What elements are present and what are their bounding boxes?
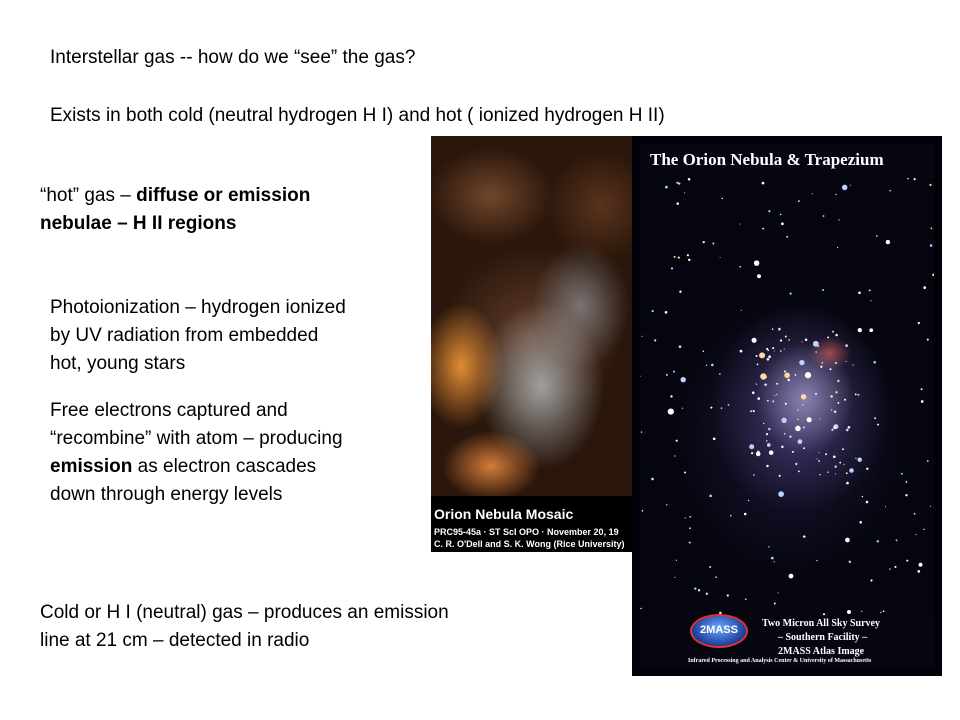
star-dot (906, 560, 908, 562)
free-electrons-rest: as electron cascades (132, 456, 317, 477)
star-dot (694, 587, 696, 589)
star-dot (883, 610, 885, 612)
star-dot (931, 228, 933, 230)
star-dot (801, 394, 806, 399)
star-dot (855, 393, 857, 395)
star-dot (845, 538, 850, 543)
star-dot (833, 455, 836, 458)
star-dot (870, 300, 871, 301)
cold-gas-line: Cold or H I (neutral) gas – produces an emission (40, 602, 449, 623)
star-dot (666, 374, 668, 376)
star-dot (817, 458, 818, 459)
star-dot (916, 534, 917, 535)
free-electrons-line: down through energy levels (50, 484, 283, 505)
star-dot (713, 437, 716, 440)
poster-caption-line: 2MASS Atlas Image (778, 646, 865, 657)
star-dot (710, 407, 712, 409)
star-dot (764, 384, 766, 386)
star-dot (813, 341, 819, 347)
star-dot (778, 491, 784, 497)
star-dot (753, 410, 755, 412)
star-dot (885, 506, 886, 507)
photoionization-line: hot, young stars (50, 353, 186, 374)
star-dot (889, 190, 891, 192)
star-dot (766, 440, 767, 441)
star-dot (831, 429, 833, 431)
star-dot (857, 394, 859, 396)
star-dot (788, 340, 789, 341)
star-dot (795, 426, 800, 431)
mosaic-caption (431, 496, 637, 552)
star-dot (803, 447, 805, 449)
star-dot (781, 222, 784, 225)
star-dot (820, 366, 822, 368)
star-dot (766, 465, 768, 467)
star-dot (719, 373, 721, 375)
star-dot (762, 228, 764, 230)
star-dot (768, 355, 771, 358)
photoionization-text (50, 294, 346, 378)
poster-caption-line: – Southern Facility – (778, 632, 868, 643)
star-dot (901, 473, 903, 475)
star-dot (640, 608, 641, 609)
star-dot (832, 331, 834, 333)
cold-gas-line: line at 21 cm – detected in radio (40, 630, 310, 651)
star-dot (676, 560, 677, 561)
star-dot (822, 362, 824, 364)
hot-gas-text (40, 182, 310, 238)
exists-line: Exists in both cold (neutral hydrogen H I) and hot ( ionized hydrogen H II) (50, 105, 665, 126)
star-dot (827, 471, 829, 473)
star-dot (739, 224, 740, 225)
star-dot (642, 510, 644, 512)
star-dot (781, 418, 786, 423)
star-dot (756, 383, 757, 384)
star-dot (830, 395, 833, 398)
star-dot (849, 468, 853, 472)
star-dot (776, 394, 777, 395)
star-dot (674, 577, 675, 578)
star-dot (776, 383, 778, 385)
star-dot (802, 404, 804, 406)
star-dot (873, 361, 876, 364)
star-dot (906, 481, 908, 483)
star-dot (914, 178, 916, 180)
star-dot (752, 338, 757, 343)
star-dot (768, 210, 770, 212)
star-dot (642, 336, 643, 337)
star-dot (744, 513, 747, 516)
star-dot (781, 446, 783, 448)
star-dot (681, 377, 686, 382)
star-dot (688, 178, 691, 181)
star-dot (842, 448, 844, 450)
star-dot (745, 598, 747, 600)
star-dot (807, 417, 812, 422)
star-dot (767, 358, 770, 361)
star-dot (930, 506, 931, 507)
star-dot (759, 352, 765, 358)
star-dot (757, 274, 761, 278)
star-dot (815, 351, 817, 353)
star-dot (859, 521, 862, 524)
star-dot (771, 557, 774, 560)
star-dot (921, 400, 924, 403)
star-dot (842, 185, 847, 190)
star-dot (785, 403, 787, 405)
star-dot (792, 451, 794, 453)
star-dot (727, 594, 729, 596)
star-dot (709, 566, 711, 568)
star-dot (698, 589, 700, 591)
star-dot (797, 409, 798, 410)
star-dot (805, 339, 808, 342)
star-dot (799, 360, 804, 365)
star-dot (784, 433, 785, 434)
star-dot (703, 350, 704, 351)
star-dot (837, 247, 838, 248)
star-dot (790, 293, 792, 295)
star-dot (874, 417, 876, 419)
star-dot (858, 328, 862, 332)
star-dot (760, 373, 766, 379)
star-dot (786, 236, 788, 238)
star-dot (684, 192, 685, 193)
star-dot (889, 568, 890, 569)
star-dot (834, 411, 836, 413)
star-dot (866, 501, 869, 504)
star-dot (706, 365, 707, 366)
star-dot (678, 257, 680, 259)
star-dot (812, 193, 813, 194)
star-dot (687, 254, 689, 256)
star-dot (778, 328, 781, 331)
title-line: Interstellar gas -- how do we “see” the gas? (50, 47, 416, 68)
star-dot (818, 460, 820, 462)
star-dot (711, 364, 714, 367)
star-dot (684, 472, 686, 474)
star-dot (835, 362, 837, 364)
star-dot (679, 291, 681, 293)
star-dot (923, 529, 925, 531)
star-dot (822, 289, 824, 291)
star-dot (706, 593, 708, 595)
star-dot (674, 256, 676, 258)
star-dot (673, 371, 675, 373)
star-dot (819, 452, 820, 453)
star-dot (787, 379, 789, 381)
star-dot (894, 566, 896, 568)
star-dot (773, 561, 774, 562)
star-dot (846, 472, 848, 474)
star-dot (857, 457, 862, 462)
star-dot (665, 186, 668, 189)
star-dot (740, 350, 743, 353)
star-dot (837, 380, 839, 382)
star-dot (768, 428, 770, 430)
star-dot (921, 388, 923, 390)
orion-trapezium-poster-image (632, 136, 942, 676)
logo-text: 2MASS (700, 624, 738, 636)
star-dot (823, 613, 825, 615)
star-dot (728, 404, 730, 406)
star-dot (794, 374, 796, 376)
star-dot (855, 458, 856, 459)
star-dot (678, 183, 680, 185)
poster-caption-line: Two Micron All Sky Survey (762, 618, 880, 629)
star-dot (850, 185, 851, 186)
star-dot (774, 395, 775, 396)
free-electrons-line: “recombine” with atom – producing (50, 428, 343, 449)
2mass-logo (690, 614, 748, 648)
star-dot (861, 611, 862, 612)
star-dot (845, 361, 846, 362)
hot-gas-bold-1: diffuse or emission (136, 185, 311, 206)
star-dot (820, 418, 821, 419)
star-dot (835, 194, 836, 195)
star-dot (896, 539, 898, 541)
star-dot (762, 182, 765, 185)
star-dot (847, 610, 851, 614)
star-dot (682, 408, 683, 409)
star-dot (676, 440, 678, 442)
star-dot (674, 455, 675, 456)
star-dot (930, 244, 933, 247)
poster-caption-line: Infrared Processing and Analysis Center & University of Massachusetts (688, 658, 872, 664)
star-dot (712, 243, 714, 245)
star-dot (766, 433, 768, 435)
star-dot (914, 513, 916, 515)
star-dot (666, 504, 667, 505)
cold-gas-text (40, 599, 449, 655)
star-dot (805, 372, 811, 378)
emission-bold: emission (50, 456, 133, 477)
star-dot (720, 257, 721, 258)
star-dot (754, 260, 760, 266)
star-dot (834, 465, 836, 467)
star-dot (844, 399, 846, 401)
star-dot (846, 429, 849, 432)
star-dot (846, 482, 849, 485)
star-dot (665, 311, 668, 314)
star-dot (858, 291, 861, 294)
free-electrons-line: Free electrons captured and (50, 400, 288, 421)
star-dot (802, 341, 803, 342)
star-dot (640, 376, 641, 377)
star-dot (785, 336, 787, 338)
star-dot (779, 475, 781, 477)
star-dot (670, 395, 672, 397)
star-dot (676, 202, 679, 205)
star-dot (927, 460, 929, 462)
star-dot (831, 409, 832, 410)
star-dot (919, 563, 923, 567)
star-dot (679, 345, 682, 348)
star-dot (715, 576, 717, 578)
star-dot (702, 241, 704, 243)
star-dot (848, 426, 851, 429)
star-dot (852, 364, 853, 365)
star-dot (827, 336, 829, 338)
mosaic-credit-line: C. R. O'Dell and S. K. Wong (Rice University) (434, 539, 625, 549)
star-dot (835, 391, 837, 393)
star-dot (795, 463, 797, 465)
star-dot (850, 562, 851, 563)
star-dot (917, 570, 920, 573)
star-dot (798, 471, 800, 473)
star-dot (789, 574, 794, 579)
photoionization-line: by UV radiation from embedded (50, 325, 319, 346)
star-dot (654, 339, 656, 341)
star-dot (778, 592, 779, 593)
hot-gas-bold-2: nebulae – H II regions (40, 213, 237, 234)
star-dot (757, 364, 759, 366)
star-dot (741, 310, 742, 311)
star-dot (767, 400, 769, 402)
star-dot (753, 474, 755, 476)
star-dot (689, 541, 691, 543)
star-dot (739, 266, 741, 268)
star-dot (774, 603, 776, 605)
star-dot (923, 286, 926, 289)
star-dot (829, 368, 831, 370)
nebula-photo (431, 136, 637, 496)
star-dot (798, 200, 800, 202)
star-dot (768, 546, 769, 547)
star-dot (845, 344, 848, 347)
star-dot (918, 322, 920, 324)
star-dot (862, 496, 863, 497)
free-electrons-text (50, 397, 343, 509)
star-dot (756, 355, 758, 357)
star-dot (907, 178, 909, 179)
star-dot (730, 515, 731, 516)
star-dot (837, 402, 839, 404)
star-dot (797, 418, 799, 420)
star-dot (721, 198, 722, 199)
star-dot (866, 468, 868, 470)
star-dot (784, 371, 786, 373)
star-dot (932, 274, 934, 277)
star-dot (838, 219, 839, 220)
free-electrons-line (50, 453, 343, 481)
star-dot (772, 328, 774, 330)
star-dot (767, 443, 771, 447)
star-dot (772, 347, 774, 349)
star-dot (780, 214, 781, 215)
star-dot (929, 184, 931, 186)
star-dot (823, 215, 825, 217)
star-dot (668, 409, 674, 415)
star-dot (651, 478, 654, 481)
hot-gas-prefix: “hot” gas – (40, 185, 137, 206)
star-dot (756, 452, 761, 457)
photoionization-line: Photoionization – hydrogen ionized (50, 297, 346, 318)
mosaic-credit-line: PRC95-45a · ST ScI OPO · November 20, 19 (434, 527, 619, 537)
star-dot (839, 462, 841, 464)
star-dot (819, 474, 820, 475)
star-dot (927, 339, 929, 341)
star-dot (825, 453, 827, 455)
star-dot (877, 540, 879, 542)
star-dot (880, 612, 881, 613)
star-dot (780, 339, 782, 341)
star-dot (803, 535, 805, 537)
star-dot (870, 579, 872, 581)
star-dot (652, 310, 654, 312)
star-dot (803, 426, 805, 428)
star-dot (671, 267, 673, 269)
mosaic-title: Orion Nebula Mosaic (434, 506, 574, 522)
poster-title: The Orion Nebula & Trapezium (650, 150, 884, 169)
star-dot (774, 350, 775, 351)
star-dot (688, 259, 690, 261)
star-dot (763, 423, 764, 424)
star-dot (752, 391, 755, 394)
star-dot (835, 334, 837, 336)
star-dot (685, 517, 686, 518)
star-dot (769, 450, 774, 455)
orion-nebula-mosaic-image (431, 136, 637, 552)
star-dot (816, 560, 817, 561)
star-dot (784, 373, 790, 379)
star-dot (641, 431, 642, 432)
star-dot (876, 235, 878, 237)
star-dot (886, 240, 890, 244)
star-dot (751, 452, 753, 454)
star-dots (640, 178, 934, 618)
star-dot (815, 393, 817, 395)
star-dot (798, 439, 803, 444)
star-dot (709, 495, 712, 498)
star-dot (750, 410, 752, 412)
star-dot (843, 464, 844, 465)
star-dot (749, 444, 754, 449)
star-dot (833, 426, 836, 429)
star-dot (789, 436, 791, 438)
star-dot (766, 348, 768, 350)
star-dot (869, 328, 873, 332)
star-dot (784, 348, 785, 349)
star-dot (835, 473, 836, 474)
star-dot (877, 424, 879, 426)
star-dot (772, 400, 774, 402)
star-dot (757, 397, 760, 400)
star-dot (689, 516, 691, 518)
star-dot (676, 182, 678, 184)
star-dot (869, 289, 871, 291)
star-dot (748, 500, 749, 501)
star-dot (721, 407, 723, 409)
star-dot (905, 494, 907, 496)
star-dot (689, 527, 691, 529)
star-dot (780, 350, 782, 352)
